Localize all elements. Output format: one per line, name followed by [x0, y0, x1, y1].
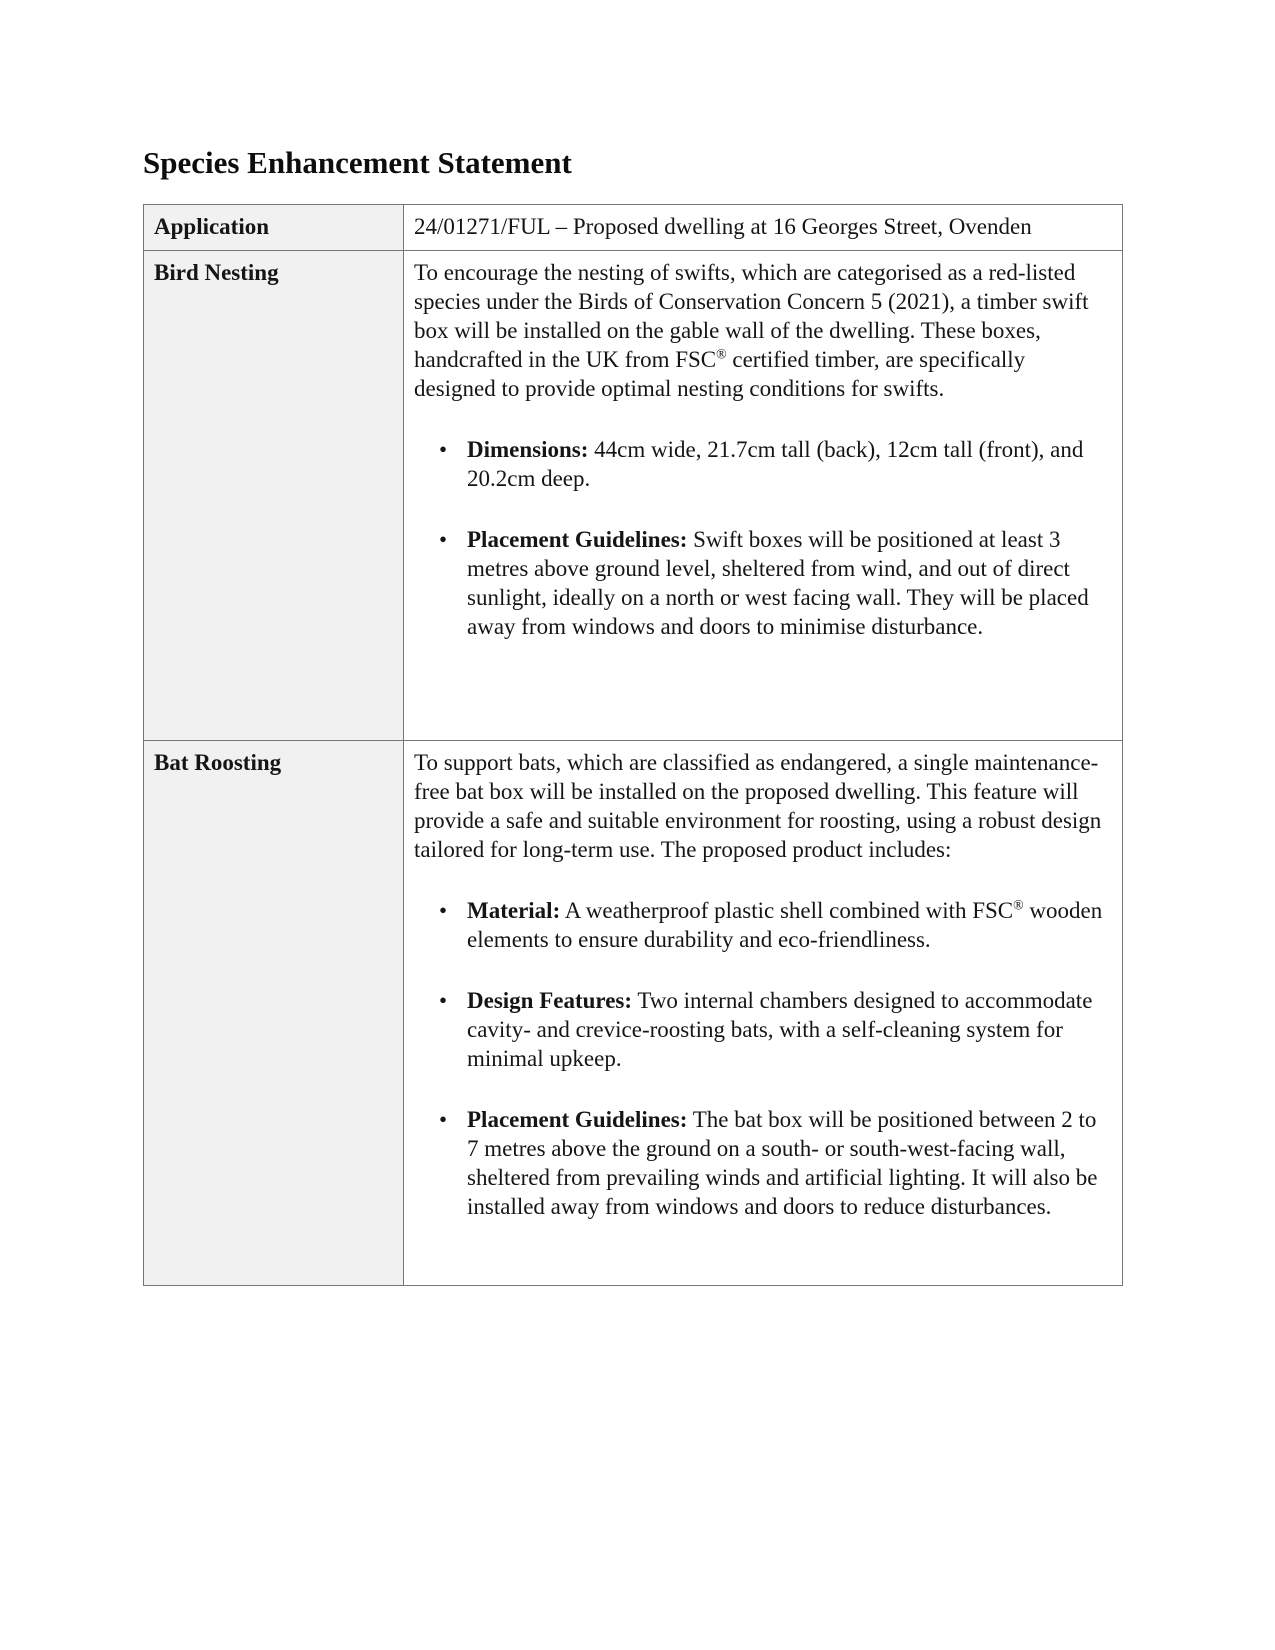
table-row-application — [144, 205, 1123, 251]
bat-roosting-paragraph: To support bats, which are classified as endangered, a single maintenance-free bat box will be installed on the proposed dwelling. This feature will provide a safe and suitable environment for roosting, using a robust design tailored for long-term use. The proposed product includes: — [414, 750, 1102, 862]
bullet-icon: • — [439, 1107, 448, 1132]
bullet-material — [467, 896, 1112, 954]
registered-trademark-symbol: ® — [1013, 897, 1024, 913]
bullet-icon: • — [439, 437, 448, 462]
bullet-placement-guidelines-bat — [467, 1105, 1112, 1221]
list-item — [414, 986, 1112, 1073]
bullet-design-features — [467, 986, 1112, 1073]
page-title: Species Enhancement Statement — [143, 145, 572, 180]
registered-trademark-symbol: ® — [716, 346, 727, 362]
bullet-text: Swift boxes will be positioned at least 3 metres above ground level, sheltered from wind, and out of direct sunlight, ideally on a north or west facing wall. They will be placed away from windows and doors to minimise disturbance. — [467, 527, 1089, 639]
bullet-label: Placement Guidelines: — [467, 527, 688, 552]
row-value-application — [404, 205, 1123, 251]
application-reference-text: 24/01271/FUL – Proposed dwelling at 16 Georges Street, Ovenden — [414, 214, 1032, 239]
species-enhancement-table — [143, 204, 1123, 1286]
table-row-bird-nesting — [144, 251, 1123, 741]
bullet-icon: • — [439, 527, 448, 552]
bird-nesting-paragraph: To encourage the nesting of swifts, which are categorised as a red-listed species under the Birds of Conservation Concern 5 (2021), a timber swift box will be installed on the gable wall of the dwelling. These boxes, handcrafted in the UK from FSC® certified timber, are specifically designed to provide optimal nesting conditions for swifts. — [414, 260, 1089, 401]
row-header-application: Application — [144, 205, 404, 251]
bullet-dimensions — [467, 435, 1112, 493]
list-item — [414, 525, 1112, 641]
bullet-text: 44cm wide, 21.7cm tall (back), 12cm tall (front), and 20.2cm deep. — [467, 437, 1084, 491]
document-content — [143, 146, 1123, 1286]
bullet-icon: • — [439, 988, 448, 1013]
row-header-bat-roosting: Bat Roosting — [144, 741, 404, 1286]
table-row-bat-roosting — [144, 741, 1123, 1286]
list-item — [414, 896, 1112, 954]
list-item — [414, 1105, 1112, 1221]
row-value-bird-nesting — [404, 251, 1123, 741]
bullet-label: Design Features: — [467, 988, 633, 1013]
bullet-text: The bat box will be positioned between 2 to 7 metres above the ground on a south- or south-west-facing wall, sheltered from prevailing winds and artificial lighting. It will also be installed away from windows and doors to reduce disturbances. — [467, 1107, 1098, 1219]
row-header-bird-nesting: Bird Nesting — [144, 251, 404, 741]
bullet-label: Dimensions: — [467, 437, 589, 462]
bullet-label: Placement Guidelines: — [467, 1107, 688, 1132]
row-value-bat-roosting — [404, 741, 1123, 1286]
bullet-placement-guidelines-bird — [467, 525, 1112, 641]
bullet-label: Material: — [467, 898, 561, 923]
bullet-text: A weatherproof plastic shell combined with FSC® wooden elements to ensure durability and eco-friendliness. — [467, 897, 1103, 952]
bullet-text: Two internal chambers designed to accommodate cavity- and crevice-roosting bats, with a self-cleaning system for minimal upkeep. — [467, 988, 1093, 1071]
bullet-icon: • — [439, 898, 448, 923]
list-item — [414, 435, 1112, 493]
